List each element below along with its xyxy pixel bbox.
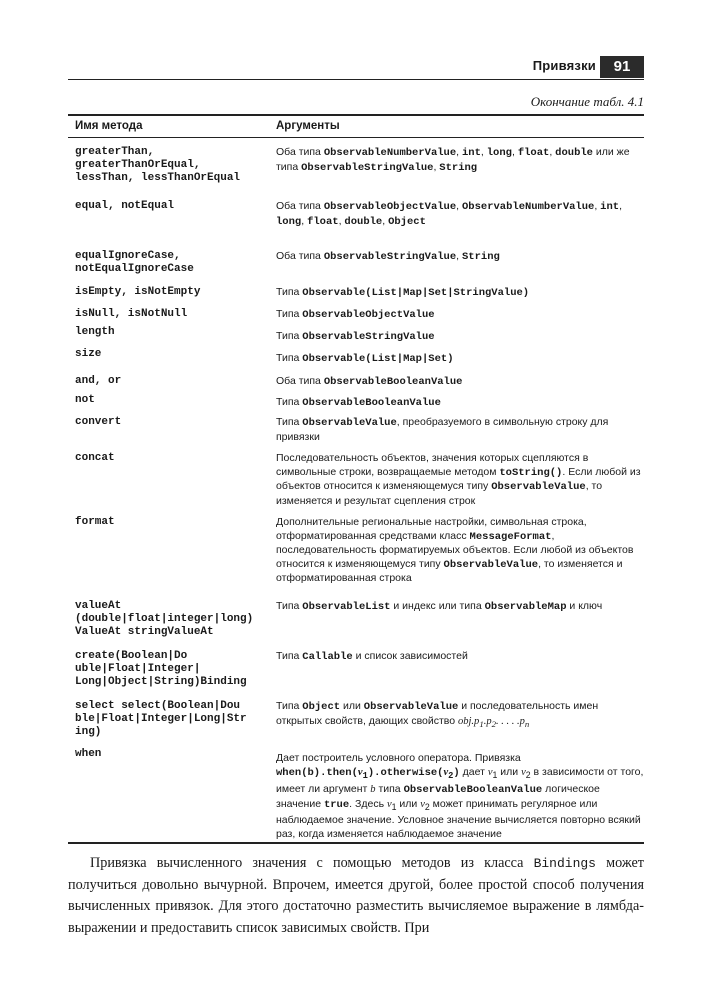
table-cell-method: isEmpty, isNotEmpty — [75, 286, 201, 298]
table-cell-args: Типа ObservableBooleanValue — [276, 396, 441, 409]
table-cell-args: Оба типа ObservableNumberValue, int, long, float, double или же типа ObservableStringValue, String — [276, 146, 630, 174]
table-cell-method: convert — [75, 416, 122, 428]
running-header — [68, 56, 644, 78]
table-cell-args: Типа Object или ObservableValue и последовательность имен открытых свойств, дающих свойство $obj.p_1.p_2$. . . . $.p_n$ — [276, 700, 599, 729]
body-paragraph: Привязка вычисленного значения с помощью методов из класса Bindings может получиться довольно вычурной. Впрочем, имеется другой, более простой способ получения вычисленных привязок. Для этого достаточно разместить вычисляемое выражение в лямбда-выражении и предоставить список зависимых свойств. При — [68, 855, 644, 936]
table-cell-args: Дает построитель условного оператора. Привязка $when(b).then(v_1).otherwise(v_2)$ дает $v_1$ или $v_2$ в зависимости от того, имеет ли аргумент b типа ObservableBooleanValue логическое значение true. Здесь $v_1$ или $v_2$ может принимать регулярное или наблюдаемое значение. Условное значение вычисляется повторно всякий раз, когда изменяется наблюдаемое значение — [276, 752, 644, 840]
table-cell-args: Типа Callable и список зависимостей — [276, 650, 468, 663]
table-cell-method: valueAt (double|float|integer|long) ValueAt stringValueAt — [75, 600, 254, 638]
table-cell-method: concat — [75, 452, 115, 464]
table-cell-method: size — [75, 348, 102, 360]
table-cell-args: Типа ObservableValue, преобразуемого в символьную строку для привязки — [276, 416, 609, 443]
table-cell-args: Типа Observable(List|Map|Set|StringValue) — [276, 286, 530, 299]
column-header-args: Аргументы — [276, 120, 340, 132]
table-cell-args: Оба типа ObservableObjectValue, ObservableNumberValue, int, long, float, double, Object — [276, 200, 622, 228]
page-number: 91 — [600, 56, 644, 78]
running-header-title: Привязки — [532, 58, 596, 73]
table-cell-method: isNull, isNotNull — [75, 308, 188, 320]
table-cell-args: Типа Observable(List|Map|Set) — [276, 352, 454, 365]
table-cell-args: Типа ObservableObjectValue — [276, 308, 435, 321]
table-cell-method: equalIgnoreCase, notEqualIgnoreCase — [75, 250, 194, 275]
table-cell-args: Типа ObservableStringValue — [276, 330, 435, 343]
table-cell-method: equal, notEqual — [75, 200, 175, 212]
table-cell-method: not — [75, 394, 95, 406]
table-header-rule — [68, 137, 644, 138]
header-rule — [68, 79, 644, 80]
table-cell-args: Оба типа ObservableStringValue, String — [276, 250, 500, 263]
table-bottom-rule — [68, 842, 644, 844]
table-cell-method: format — [75, 516, 115, 528]
table-cell-args: Последовательность объектов, значения которых сцепляются в символьные строки, возвращаемые методом toString(). Если любой из объектов относится к изменяющемуся типу ObservableValue, то изменяется и результат сцепления строк — [276, 452, 641, 507]
table-cell-args: Оба типа ObservableBooleanValue — [276, 375, 463, 388]
table-cell-method: create(Boolean|Do uble|Float|Integer| Long|Object|String)Binding — [75, 650, 247, 688]
table-cell-method: greaterThan, greaterThanOrEqual, lessThan, lessThanOrEqual — [75, 146, 241, 184]
column-header-method: Имя метода — [75, 120, 143, 132]
table-top-rule — [68, 114, 644, 116]
table-cell-method: and, or — [75, 375, 122, 387]
table-cell-args: Дополнительные региональные настройки, символьная строка, отформатированная средствами класс MessageFormat, последовательность форматируемых объектов. Если любой из объектов относится к изменяющемуся типу ObservableValue, то изменяется и отформатированная строка — [276, 516, 634, 584]
table-cell-method: length — [75, 326, 115, 338]
table-cell-args: Типа ObservableList и индекс или типа ObservableMap и ключ — [276, 600, 603, 613]
table-cell-method: select select(Boolean|Dou ble|Float|Integer|Long|Str ing) — [75, 700, 247, 738]
table-cell-method: when — [75, 748, 102, 760]
table-caption: Окончание табл. 4.1 — [530, 94, 644, 109]
